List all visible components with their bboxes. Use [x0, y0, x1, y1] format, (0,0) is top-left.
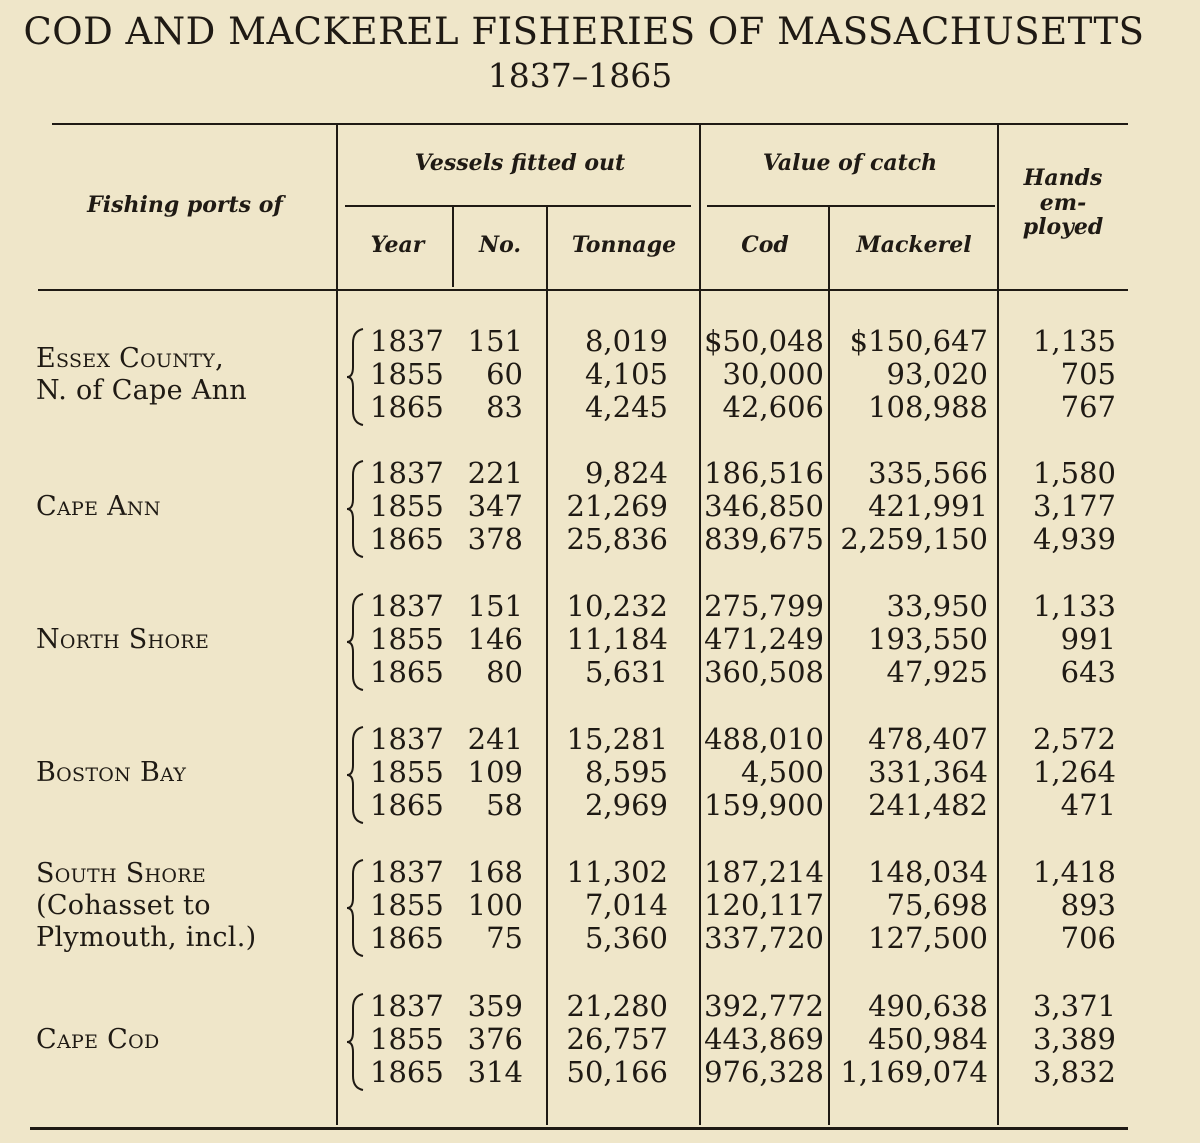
cell-hands: 705 [1060, 357, 1116, 391]
group-brace [345, 327, 367, 427]
cell-year: 1865 [370, 390, 444, 424]
cell-cod: 30,000 [722, 357, 824, 391]
cell-year: 1837 [370, 456, 444, 490]
cell-hands: 3,389 [1032, 1022, 1116, 1056]
cell-mackerel: 331,364 [868, 755, 988, 789]
cell-hands: 767 [1060, 390, 1116, 424]
cell-no: 146 [467, 622, 523, 656]
cell-year: 1855 [370, 1022, 444, 1056]
cell-no: 241 [467, 722, 523, 756]
cell-no: 378 [467, 522, 523, 556]
cell-tonnage: 11,184 [566, 622, 668, 656]
cell-year: 1837 [370, 989, 444, 1023]
cell-hands: 3,371 [1032, 989, 1116, 1023]
cell-mackerel: 450,984 [868, 1022, 988, 1056]
cell-mackerel: 421,991 [868, 489, 988, 523]
cell-cod: 120,117 [704, 888, 824, 922]
cell-tonnage: 2,969 [584, 788, 668, 822]
cell-tonnage: 21,269 [566, 489, 668, 523]
port-label-line: Cape Ann [36, 490, 161, 522]
cell-cod: 471,249 [704, 622, 824, 656]
cell-mackerel: 335,566 [868, 456, 988, 490]
cell-year: 1837 [370, 589, 444, 623]
port-label-line: Essex County, [36, 342, 224, 374]
table-bottom-rule [30, 1127, 1128, 1130]
cell-year: 1855 [370, 622, 444, 656]
group-brace [345, 725, 367, 825]
cell-cod: 187,214 [704, 855, 824, 889]
divider-value [997, 125, 999, 1125]
header-vessels: Vessels fitted out [414, 150, 626, 176]
port-label-line: South Shore [36, 857, 207, 889]
cell-no: 168 [467, 855, 523, 889]
cell-year: 1855 [370, 755, 444, 789]
cell-mackerel: 193,550 [868, 622, 988, 656]
header-cod: Cod [741, 232, 789, 258]
cell-cod: $50,048 [704, 324, 824, 358]
cell-no: 359 [467, 989, 523, 1023]
cell-cod: 488,010 [704, 722, 824, 756]
cell-tonnage: 9,824 [584, 456, 668, 490]
cell-tonnage: 8,595 [584, 755, 668, 789]
cell-no: 221 [467, 456, 523, 490]
table-top-rule [52, 123, 1128, 125]
cell-hands: 3,177 [1032, 489, 1116, 523]
cell-hands: 1,580 [1032, 456, 1116, 490]
header-hands-1: Hands [1023, 165, 1103, 191]
cell-year: 1865 [370, 1055, 444, 1089]
cell-no: 347 [467, 489, 523, 523]
cell-no: 151 [467, 324, 523, 358]
cell-cod: 360,508 [704, 655, 824, 689]
cell-cod: 159,900 [704, 788, 824, 822]
cell-cod: 275,799 [704, 589, 824, 623]
cell-mackerel: 148,034 [868, 855, 988, 889]
cell-tonnage: 50,166 [566, 1055, 668, 1089]
cell-no: 100 [467, 888, 523, 922]
group-brace [345, 992, 367, 1092]
cell-hands: 4,939 [1032, 522, 1116, 556]
divider-cod [828, 207, 830, 1125]
cell-tonnage: 21,280 [566, 989, 668, 1023]
cell-year: 1855 [370, 357, 444, 391]
cell-tonnage: 5,360 [584, 921, 668, 955]
cell-hands: 1,133 [1032, 589, 1116, 623]
header-fishing-ports: Fishing ports of [87, 192, 283, 218]
header-mackerel: Mackerel [856, 232, 972, 258]
port-label-line: Plymouth, incl.) [36, 921, 257, 953]
port-label [36, 491, 161, 523]
vessels-subheader-rule [345, 205, 691, 207]
cell-year: 1865 [370, 921, 444, 955]
cell-cod: 337,720 [704, 921, 824, 955]
port-label [36, 757, 186, 789]
cell-no: 376 [467, 1022, 523, 1056]
cell-hands: 3,832 [1032, 1055, 1116, 1089]
cell-mackerel: 108,988 [868, 390, 988, 424]
cell-year: 1837 [370, 722, 444, 756]
cell-no: 80 [486, 655, 523, 689]
port-label [36, 1024, 160, 1056]
cell-no: 314 [467, 1055, 523, 1089]
cell-tonnage: 10,232 [566, 589, 668, 623]
cell-mackerel: 93,020 [886, 357, 988, 391]
cell-tonnage: 7,014 [584, 888, 668, 922]
cell-year: 1865 [370, 522, 444, 556]
cell-mackerel: 33,950 [886, 589, 988, 623]
cell-no: 58 [486, 788, 523, 822]
header-year: Year [370, 232, 425, 258]
group-brace [345, 592, 367, 692]
cell-hands: 471 [1060, 788, 1116, 822]
port-label-line: (Cohasset to [36, 889, 211, 921]
cell-tonnage: 15,281 [566, 722, 668, 756]
cell-year: 1855 [370, 489, 444, 523]
cell-mackerel: 241,482 [868, 788, 988, 822]
port-label-line: North Shore [36, 623, 210, 655]
divider-year [452, 207, 454, 287]
cell-hands: 991 [1060, 622, 1116, 656]
cell-tonnage: 26,757 [566, 1022, 668, 1056]
cell-cod: 42,606 [722, 390, 824, 424]
header-hands-3: ployed [1022, 214, 1104, 240]
cell-no: 83 [486, 390, 523, 424]
header-hands-2: em- [1039, 190, 1087, 216]
cell-tonnage: 11,302 [566, 855, 668, 889]
cell-mackerel: 127,500 [868, 921, 988, 955]
header-bottom-rule [38, 289, 1128, 291]
port-label-line: N. of Cape Ann [36, 374, 247, 406]
cell-no: 109 [467, 755, 523, 789]
cell-tonnage: 25,836 [566, 522, 668, 556]
cell-mackerel: 490,638 [868, 989, 988, 1023]
cell-hands: 2,572 [1032, 722, 1116, 756]
group-brace [345, 459, 367, 559]
cell-cod: 443,869 [704, 1022, 824, 1056]
cell-hands: 893 [1060, 888, 1116, 922]
cell-year: 1837 [370, 324, 444, 358]
divider-ports [336, 125, 338, 1125]
cell-hands: 1,135 [1032, 324, 1116, 358]
cell-cod: 976,328 [704, 1055, 824, 1089]
cell-cod: 346,850 [704, 489, 824, 523]
cell-hands: 706 [1060, 921, 1116, 955]
cell-cod: 186,516 [704, 456, 824, 490]
cell-cod: 392,772 [704, 989, 824, 1023]
cell-year: 1865 [370, 655, 444, 689]
cell-mackerel: 75,698 [886, 888, 988, 922]
cell-no: 151 [467, 589, 523, 623]
cell-hands: 643 [1060, 655, 1116, 689]
header-tonnage: Tonnage [571, 232, 677, 258]
page-title: COD AND MACKEREL FISHERIES OF MASSACHUSETTS [23, 10, 1145, 53]
cell-year: 1855 [370, 888, 444, 922]
cell-tonnage: 5,631 [584, 655, 668, 689]
cell-year: 1865 [370, 788, 444, 822]
cell-mackerel: 47,925 [886, 655, 988, 689]
cell-mackerel: 1,169,074 [840, 1055, 988, 1089]
cell-cod: 839,675 [704, 522, 824, 556]
cell-year: 1837 [370, 855, 444, 889]
port-label [36, 858, 256, 954]
header-value: Value of catch [762, 150, 938, 176]
header-no: No. [478, 232, 522, 258]
group-brace [345, 858, 367, 958]
cell-cod: 4,500 [740, 755, 824, 789]
port-label [36, 343, 247, 407]
cell-hands: 1,264 [1032, 755, 1116, 789]
cell-no: 75 [486, 921, 523, 955]
port-label-line: Boston Bay [36, 756, 187, 788]
cell-no: 60 [486, 357, 523, 391]
cell-tonnage: 8,019 [584, 324, 668, 358]
cell-tonnage: 4,245 [584, 390, 668, 424]
cell-mackerel: 2,259,150 [840, 522, 988, 556]
cell-mackerel: 478,407 [868, 722, 988, 756]
port-label [36, 624, 209, 656]
page-subtitle: 1837–1865 [487, 56, 673, 95]
cell-mackerel: $150,647 [849, 324, 988, 358]
cell-tonnage: 4,105 [584, 357, 668, 391]
cell-hands: 1,418 [1032, 855, 1116, 889]
value-subheader-rule [707, 205, 995, 207]
port-label-line: Cape Cod [36, 1023, 160, 1055]
